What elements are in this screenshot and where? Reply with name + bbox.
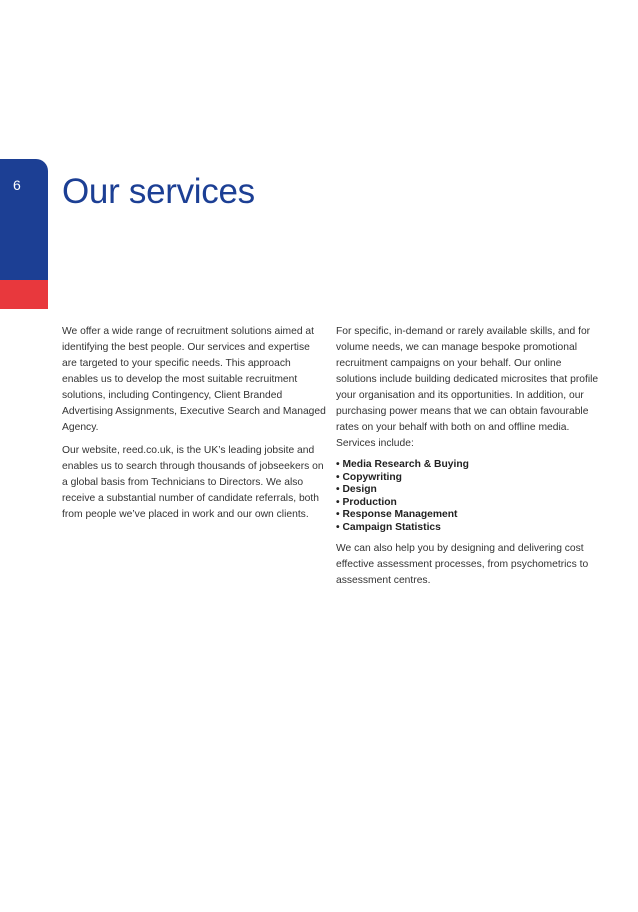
left-paragraph-2: Our website, reed.co.uk, is the UK’s leading jobsite and enables us to search through thousands of jobseekers on a global basis from Technicians to Directors. We also receive a substantial number of candidate referrals, both from people we’ve placed in work and our own clients. <box>62 445 324 520</box>
service-item-media-research-buying: • Media Research & Buying <box>336 459 604 472</box>
page-side-tab <box>0 159 48 309</box>
services-list <box>336 459 604 535</box>
service-item-copywriting: • Copywriting <box>336 472 604 485</box>
right-closing-paragraph: We can also help you by designing and delivering cost effective assessment processes, from psychometrics to assessment centres. <box>336 542 589 586</box>
right-column <box>336 324 604 596</box>
service-item-response-management: • Response Management <box>336 509 604 522</box>
page-title: Our services <box>62 172 255 211</box>
service-item-production: • Production <box>336 497 604 510</box>
left-column <box>62 324 327 530</box>
service-item-campaign-statistics: • Campaign Statistics <box>336 522 604 535</box>
side-tab-blue-block <box>0 159 48 280</box>
page-number: 6 <box>13 177 21 193</box>
left-paragraph-1: We offer a wide range of recruitment solutions aimed at identifying the best people. Our services and expertise are targeted to your specific needs. This approach enables us to develop the most suitable recruitment solutions, including Contingency, Client Branded Advertising Assignments, Executive Search and Managed Agency. <box>62 326 326 433</box>
service-item-design: • Design <box>336 484 604 497</box>
right-intro-paragraph: For specific, in-demand or rarely available skills, and for volume needs, we can manage bespoke promotional recruitment campaigns on your behalf. Our online solutions include building dedicated microsites that profile your organisation and its opportunities. In addition, our purchasing power means that we can obtain favourable rates on your behalf with both on and offline media. Services include: <box>336 326 599 449</box>
side-tab-red-block <box>0 280 48 309</box>
